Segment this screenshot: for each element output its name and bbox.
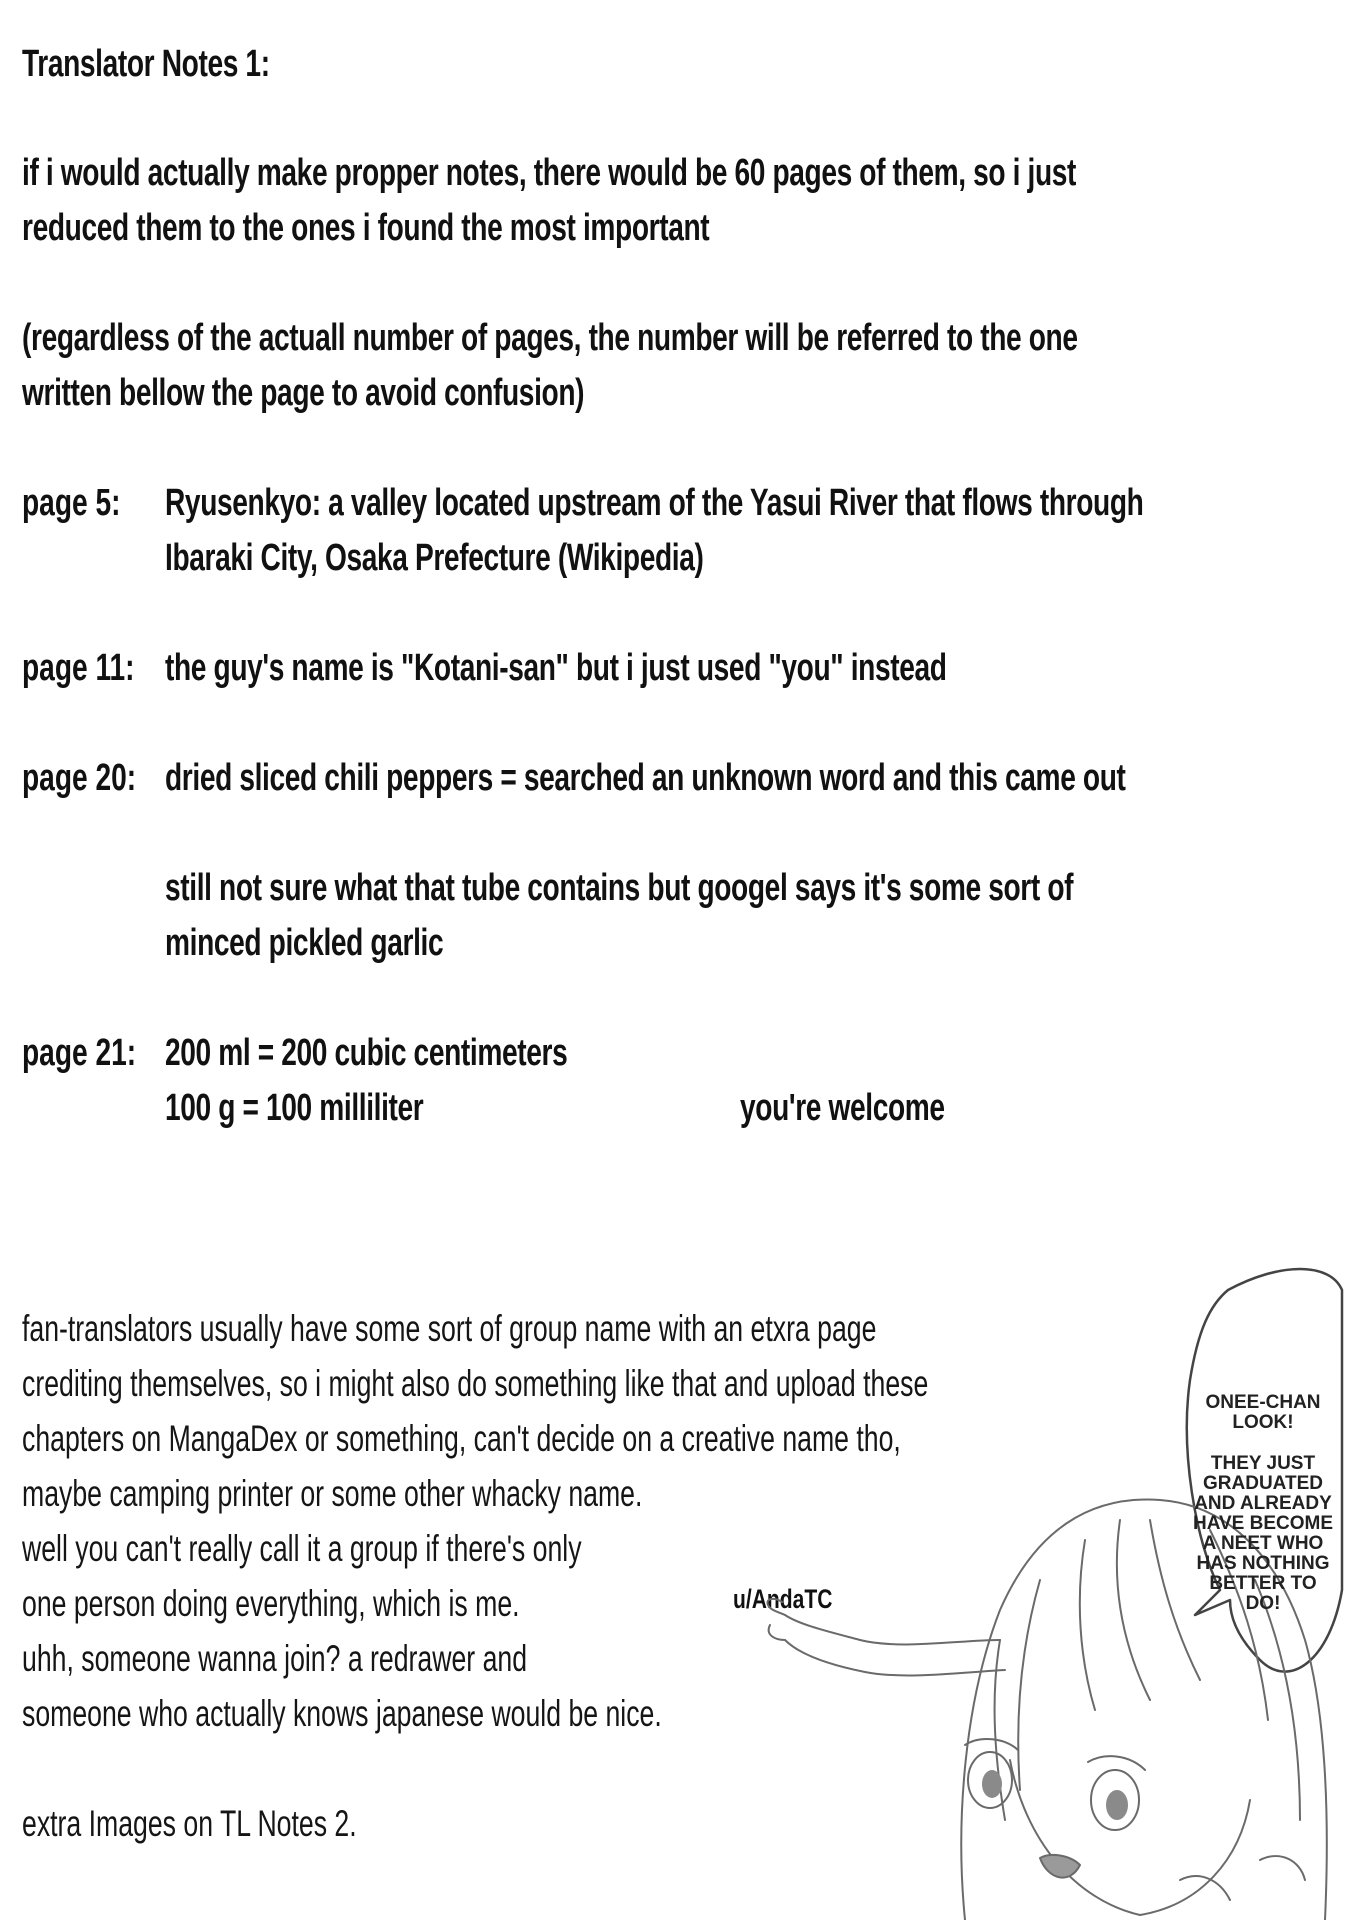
footer-line-8: someone who actually knows japanese would be nice. (22, 1693, 662, 1734)
bubble-text-1a: ONEE-CHAN (1205, 1392, 1321, 1413)
footer-line-1: fan-translators usually have some sort of group name with an etxra page (22, 1308, 877, 1349)
right-eye (1091, 1770, 1139, 1830)
note-label-page-21: page 21: (22, 1032, 137, 1074)
footer-line-4: maybe camping printer or some other whacky name. (22, 1473, 643, 1514)
mouth (1040, 1855, 1080, 1878)
note-page-21-aside: you're welcome (740, 1087, 945, 1129)
note-page-20-extra-2: minced pickled garlic (165, 922, 444, 964)
bubble-text-2c: AND ALREADY (1194, 1493, 1332, 1514)
paren-line-2: written bellow the page to avoid confusion) (22, 372, 585, 414)
bubble-line-1 (1188, 1393, 1338, 1433)
bubble-text-2g: BETTER TO (1209, 1573, 1317, 1594)
paren-line-1: (regardless of the actuall number of pages, the number will be referred to the one (22, 317, 1078, 359)
credit-username: u/AndaTC (733, 1584, 833, 1614)
bubble-text-2a: THEY JUST (1210, 1453, 1316, 1474)
footer-line-5: well you can't really call it a group if there's only (22, 1528, 582, 1569)
note-label-page-20: page 20: (22, 757, 137, 799)
pointing-arm (785, 1615, 1000, 1644)
intro-line-1: if i would actually make propper notes, there would be 60 pages of them, so i just (22, 152, 1077, 194)
bubble-text-2f: HAS NOTHING (1196, 1553, 1330, 1574)
note-page-21-line-1: 200 ml = 200 cubic centimeters (165, 1032, 568, 1074)
note-page-21-line-2: 100 g = 100 milliliter (165, 1087, 424, 1129)
page-title: Translator Notes 1: (22, 43, 270, 85)
bubble-text-2e: A NEET WHO (1202, 1533, 1324, 1554)
bubble-line-2 (1188, 1454, 1338, 1614)
face-outline (1010, 1760, 1250, 1915)
bubble-text-2d: HAVE BECOME (1192, 1513, 1334, 1534)
footer-line-3: chapters on MangaDex or something, can't decide on a creative name tho, (22, 1418, 901, 1459)
note-page-20-line-1: dried sliced chili peppers = searched an unknown word and this came out (165, 757, 1126, 799)
footer-line-2: crediting themselves, so i might also do something like that and upload these (22, 1363, 929, 1404)
intro-line-2: reduced them to the ones i found the most important (22, 207, 710, 249)
note-page-20-extra-1: still not sure what that tube contains but googel says it's some sort of (165, 867, 1074, 909)
note-page-5-line-2: Ibaraki City, Osaka Prefecture (Wikipedia) (165, 537, 704, 579)
note-page-5-line-1: Ryusenkyo: a valley located upstream of the Yasui River that flows through (165, 482, 1144, 524)
footer-line-7: uhh, someone wanna join? a redrawer and (22, 1638, 528, 1679)
bubble-text-2h: DO! (1245, 1593, 1281, 1614)
bubble-text-1b: LOOK! (1232, 1412, 1294, 1433)
note-label-page-5: page 5: (22, 482, 121, 524)
footer-line-6: one person doing everything, which is me. (22, 1583, 520, 1624)
note-page-11-line-1: the guy's name is "Kotani-san" but i just used "you" instead (165, 647, 947, 689)
bubble-text-2b: GRADUATED (1203, 1473, 1323, 1494)
left-eye (968, 1752, 1012, 1808)
note-label-page-11: page 11: (22, 647, 135, 689)
extra-images-note: extra Images on TL Notes 2. (22, 1803, 357, 1844)
